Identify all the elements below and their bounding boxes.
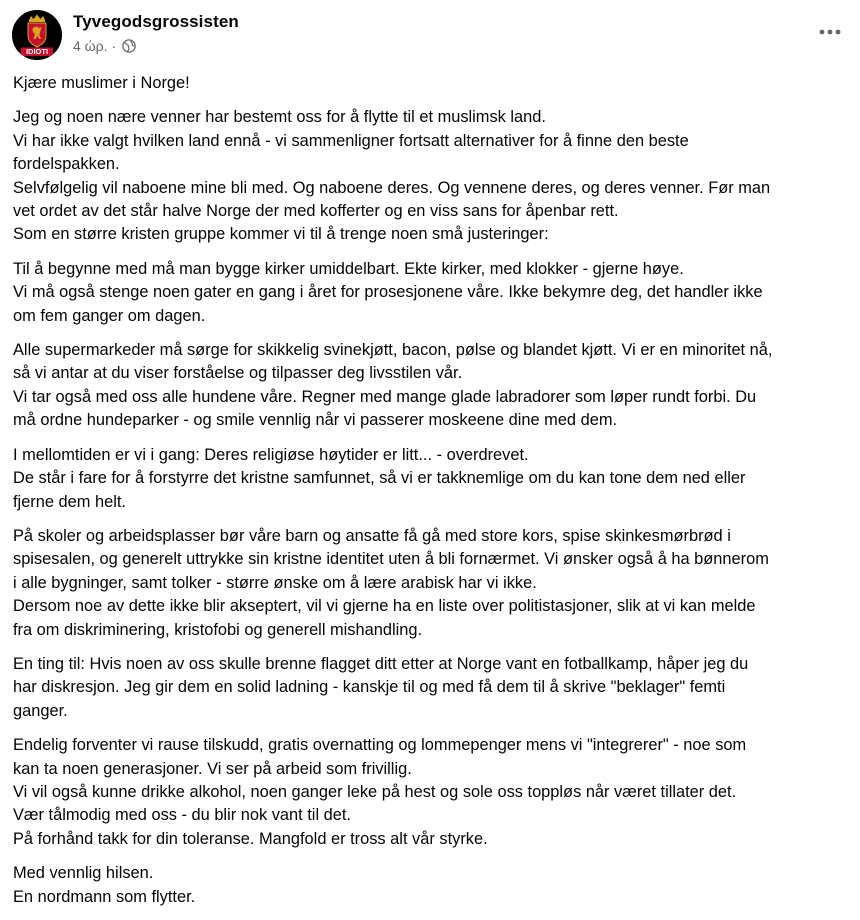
meta-separator: · xyxy=(111,38,117,54)
post-text-line: En nordmann som flytter. xyxy=(13,887,196,906)
post-text-line: fordelspakken. xyxy=(13,155,120,174)
post-text-line: På skoler og arbeidsplasser bør våre barn og ansatte få gå med store kors, spise skinkesmørbrød i xyxy=(13,526,731,545)
post-text-line: Alle supermarkeder må sørge for skikkelig svinekjøtt, bacon, pølse og blandet kjøtt. Vi er en minoritet nå, xyxy=(13,341,773,360)
post-timestamp[interactable]: 4 ώρ. xyxy=(73,38,108,54)
post-text-line: Vær tålmodig med oss - du blir nok vant til det. xyxy=(13,806,351,825)
post-text-line: Jeg og noen nære venner har bestemt oss for å flytte til et muslimsk land. xyxy=(13,108,546,127)
post-paragraph xyxy=(13,72,858,95)
post-text-line: Som en større kristen gruppe kommer vi til å trenge noen små justeringer: xyxy=(13,225,549,244)
post-text-line: vet ordet av det står halve Norge der med kofferter og en viss sans for åpenbar rett. xyxy=(13,202,619,221)
avatar-banner-text: IDIOTI xyxy=(25,46,49,56)
post-meta xyxy=(73,38,136,54)
post-body-text xyxy=(13,72,858,920)
post-text-line: De står i fare for å forstyrre det kristne samfunnet, så vi er takknemlige om du kan tone dem ned eller xyxy=(13,469,746,488)
post-text-line: kan ta noen generasjoner. Vi ser på arbeid som frivillig. xyxy=(13,759,412,778)
post-text-line: må ordne hundeparker - og smile vennlig når vi passerer moskeene dine med dem. xyxy=(13,411,618,430)
post-paragraph xyxy=(13,862,858,909)
post-text-line: fjerne dem helt. xyxy=(13,492,126,511)
post-author-name[interactable]: Tyvegodsgrossisten xyxy=(73,12,239,31)
post-text-line: Selvfølgelig vil naboene mine bli med. Og naboene deres. Og vennene deres, og deres venner. Før man xyxy=(13,178,771,197)
post-paragraph xyxy=(13,339,858,433)
post-text-line: ganger. xyxy=(13,701,68,720)
post-paragraph xyxy=(13,106,858,246)
post-text-line: Med vennlig hilsen. xyxy=(13,864,154,883)
post-header xyxy=(12,10,848,60)
post-text-line: om fem ganger om dagen. xyxy=(13,306,206,325)
post-text-line: spisesalen, og generelt uttrykke sin kristne identitet uten å bli fornærmet. Vi ønsker også å ha bønnerom xyxy=(13,550,769,569)
post-text-line: så vi antar at du viser forståelse og tilpasser deg livsstilen vår. xyxy=(13,364,463,383)
post-text-line: Til å begynne med må man bygge kirker umiddelbart. Ekte kirker, med klokker - gjerne høye. xyxy=(13,259,684,278)
post-text-line: Vi tar også med oss alle hundene våre. Regner med mange glade labradorer som løper rundt forbi. Du xyxy=(13,387,757,406)
post-paragraph xyxy=(13,525,858,642)
post-text-line: Kjære muslimer i Norge! xyxy=(13,74,190,92)
post-paragraph xyxy=(13,258,858,328)
post-paragraph xyxy=(13,444,858,514)
post-text-line: Dersom noe av dette ikke blir akseptert, vil vi gjerne ha en liste over politistasjoner, slik at vi kan melde xyxy=(13,597,756,616)
post-text-line: En ting til: Hvis noen av oss skulle brenne flagget ditt etter at Norge vant en fotballkamp, håper jeg du xyxy=(13,654,749,673)
avatar[interactable] xyxy=(12,10,62,60)
more-options-button[interactable] xyxy=(812,14,848,50)
post-text-line: Vi må også stenge noen gater en gang i året for prosesjonene våre. Ikke bekymre deg, det handler ikke xyxy=(13,283,763,302)
post-text-line: fra om diskriminering, kristofobi og generell mishandling. xyxy=(13,620,423,639)
post-text-line: På forhånd takk for din toleranse. Mangfold er tross alt vår styrke. xyxy=(13,829,488,848)
post-text-line: Vi vil også kunne drikke alkohol, noen ganger leke på hest og sole oss toppløs når været tillater det. xyxy=(13,782,737,801)
post-text-line: I mellomtiden er vi i gang: Deres religiøse høytider er litt... - overdrevet. xyxy=(13,445,529,464)
more-horizontal-icon xyxy=(819,29,841,35)
post-text-line: i alle bygninger, samt tolker - større ønske om å lære arabisk har vi ikke. xyxy=(13,573,537,592)
globe-icon[interactable] xyxy=(122,39,136,53)
post-text-line: Endelig forventer vi rause tilskudd, gratis overnatting og lommepenger mens vi "integrerer" - noe som xyxy=(13,736,747,755)
post-text-line: Vi har ikke valgt hvilken land ennå - vi sammenligner fortsatt alternativer for å finne den beste xyxy=(13,131,689,150)
post-paragraph xyxy=(13,734,858,851)
post-text-line: har diskresjon. Jeg gir dem en solid ladning - kanskje til og med få dem til å skrive "beklager" femti xyxy=(13,678,726,697)
post-paragraph xyxy=(13,653,858,723)
